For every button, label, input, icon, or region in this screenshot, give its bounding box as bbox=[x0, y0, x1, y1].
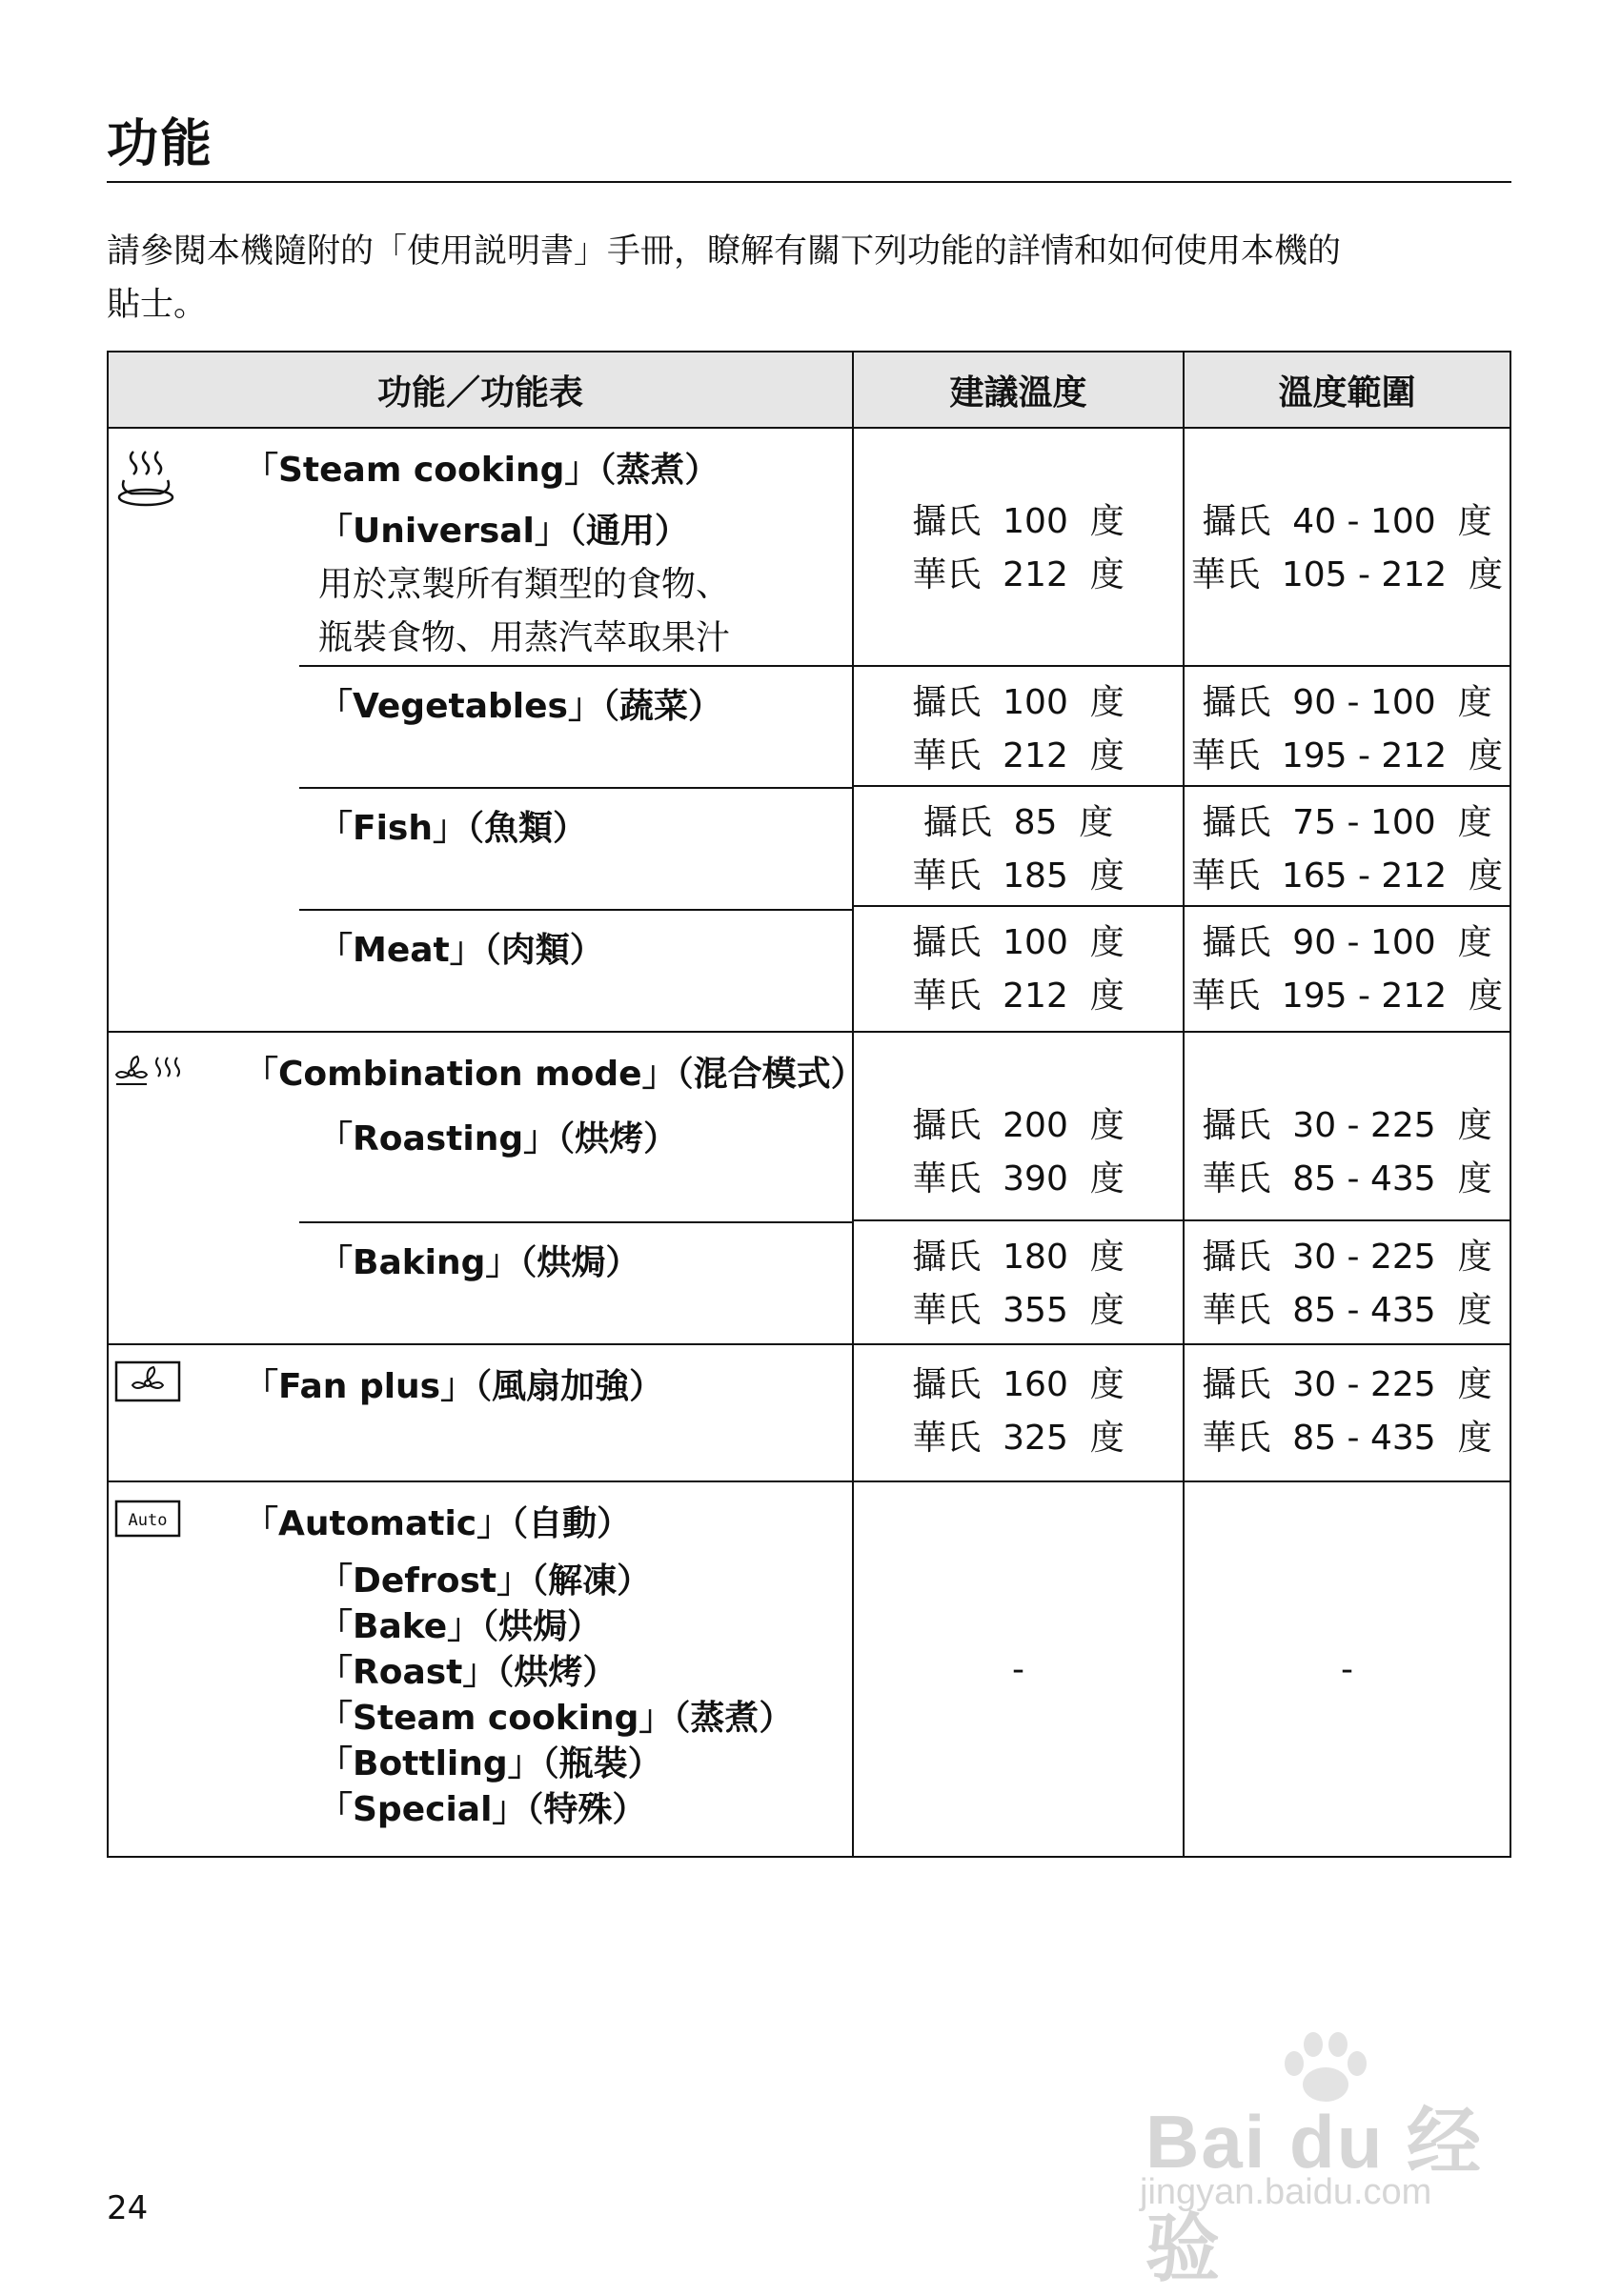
fan-steam-icon bbox=[114, 1052, 187, 1098]
steam-function-cell bbox=[108, 428, 853, 1032]
page-title: 功能 bbox=[107, 113, 213, 173]
fan-box-icon bbox=[114, 1360, 181, 1411]
steam-recommended-cell bbox=[853, 428, 1184, 1032]
sub-function-name: 「Vegetables」（蔬菜） bbox=[318, 687, 722, 726]
list-item: 「Roast」（烘烤） bbox=[318, 1653, 618, 1692]
watermark-brand: Bai du 经验 bbox=[1145, 2100, 1484, 2290]
intro-paragraph bbox=[107, 225, 1517, 332]
list-item: 「Bottling」（瓶裝） bbox=[318, 1744, 662, 1783]
fan-plus-recommended-cell bbox=[853, 1344, 1184, 1481]
automatic-function-cell bbox=[108, 1481, 853, 1857]
sub-function-desc: 瓶裝食物、用蒸汽萃取果汁 bbox=[318, 618, 731, 657]
sub-function-desc: 用於烹製所有類型的食物、 bbox=[318, 565, 731, 604]
combination-group-name: 「Combination mode」（混合模式） bbox=[244, 1055, 865, 1094]
temp-range: 攝氏 30 - 225 度 華氏 85 - 435 度 bbox=[1202, 1238, 1492, 1330]
temp-range: 攝氏 30 - 225 度 華氏 85 - 435 度 bbox=[1185, 1099, 1510, 1221]
sub-function-vegetables bbox=[299, 667, 852, 789]
fan-plus-name: 「Fan plus」（風扇加強） bbox=[244, 1367, 664, 1406]
header-function: 功能／功能表 bbox=[108, 352, 853, 428]
automatic-recommended-cell bbox=[853, 1481, 1184, 1857]
recommended-temp: 攝氏 100 度 華氏 212 度 bbox=[912, 923, 1125, 1016]
list-item: 「Defrost」（解凍） bbox=[318, 1561, 652, 1601]
sub-function-name: 「Fish」（魚類） bbox=[318, 809, 587, 848]
table-row bbox=[108, 1032, 1510, 1344]
recommended-temp: 攝氏 180 度 華氏 355 度 bbox=[912, 1238, 1125, 1330]
header-recommended-temp: 建議溫度 bbox=[853, 352, 1184, 428]
steam-range-cell bbox=[1184, 428, 1510, 1032]
sub-function-baking bbox=[299, 1223, 852, 1343]
auto-icon-text: Auto bbox=[128, 1511, 168, 1530]
temp-range: 攝氏 30 - 225 度 華氏 85 - 435 度 bbox=[1202, 1365, 1492, 1458]
sub-function-name: 「Roasting」（烘烤） bbox=[318, 1119, 679, 1158]
intro-line: 請參閱本機隨附的「使用説明書」手冊，瞭解有關下列功能的詳情和如何使用本機的 bbox=[107, 232, 1342, 271]
combination-recommended-cell bbox=[853, 1032, 1184, 1344]
temp-range: - bbox=[1341, 1649, 1353, 1689]
recommended-temp: 攝氏 100 度 華氏 212 度 bbox=[854, 495, 1183, 667]
list-item: 「Special」（特殊） bbox=[318, 1790, 647, 1829]
temp-range: 攝氏 90 - 100 度 華氏 195 - 212 度 bbox=[1185, 667, 1510, 787]
watermark-url: jingyan.baidu.com bbox=[1140, 2172, 1432, 2212]
automatic-group bbox=[109, 1482, 852, 1848]
sub-function-meat bbox=[299, 911, 852, 1031]
recommended-temp: - bbox=[1012, 1649, 1024, 1689]
table-row bbox=[108, 1481, 1510, 1857]
sub-function-name: 「Meat」（肉類） bbox=[318, 931, 604, 970]
fan-plus-function-cell bbox=[108, 1344, 853, 1481]
combination-function-cell bbox=[108, 1032, 865, 1344]
fan-plus-group bbox=[109, 1345, 852, 1412]
functions-table bbox=[107, 351, 1511, 1858]
sub-function-name: 「Universal」（通用） bbox=[318, 512, 689, 551]
recommended-temp: 攝氏 100 度 華氏 212 度 bbox=[854, 667, 1183, 787]
fan-plus-range-cell bbox=[1184, 1344, 1510, 1481]
automatic-name: 「Automatic」（自動） bbox=[244, 1504, 632, 1543]
steam-icon bbox=[114, 446, 177, 517]
steam-group-name: 「Steam cooking」（蒸煮） bbox=[244, 451, 719, 490]
title-rule bbox=[107, 181, 1511, 183]
auto-icon bbox=[114, 1500, 181, 1546]
list-item: 「Bake」（烘焗） bbox=[318, 1607, 602, 1646]
recommended-temp: 攝氏 200 度 華氏 390 度 bbox=[854, 1099, 1183, 1221]
combination-range-cell bbox=[1184, 1032, 1510, 1344]
page-number: 24 bbox=[107, 2189, 149, 2227]
header-temp-range: 溫度範圍 bbox=[1184, 352, 1510, 428]
sub-function-name: 「Baking」（烘焗） bbox=[318, 1243, 640, 1282]
temp-range: 攝氏 90 - 100 度 華氏 195 - 212 度 bbox=[1190, 923, 1504, 1016]
baidu-watermark bbox=[1140, 2029, 1521, 2290]
sub-function-fish bbox=[299, 789, 852, 911]
temp-range: 攝氏 75 - 100 度 華氏 165 - 212 度 bbox=[1185, 787, 1510, 907]
intro-line: 貼士。 bbox=[107, 286, 208, 324]
table-row bbox=[108, 1344, 1510, 1481]
sub-function-roasting bbox=[299, 1099, 852, 1223]
combination-group bbox=[109, 1033, 865, 1343]
sub-function-universal bbox=[299, 495, 852, 667]
temp-range: 攝氏 40 - 100 度 華氏 105 - 212 度 bbox=[1185, 495, 1510, 667]
table-header-row bbox=[108, 352, 1510, 428]
automatic-range-cell bbox=[1184, 1481, 1510, 1857]
list-item: 「Steam cooking」（蒸煮） bbox=[318, 1699, 794, 1738]
table-row bbox=[108, 428, 1510, 1032]
automatic-program-list bbox=[299, 1549, 852, 1848]
recommended-temp: 攝氏 85 度 華氏 185 度 bbox=[854, 787, 1183, 907]
recommended-temp: 攝氏 160 度 華氏 325 度 bbox=[912, 1365, 1125, 1458]
steam-group bbox=[109, 429, 852, 1031]
